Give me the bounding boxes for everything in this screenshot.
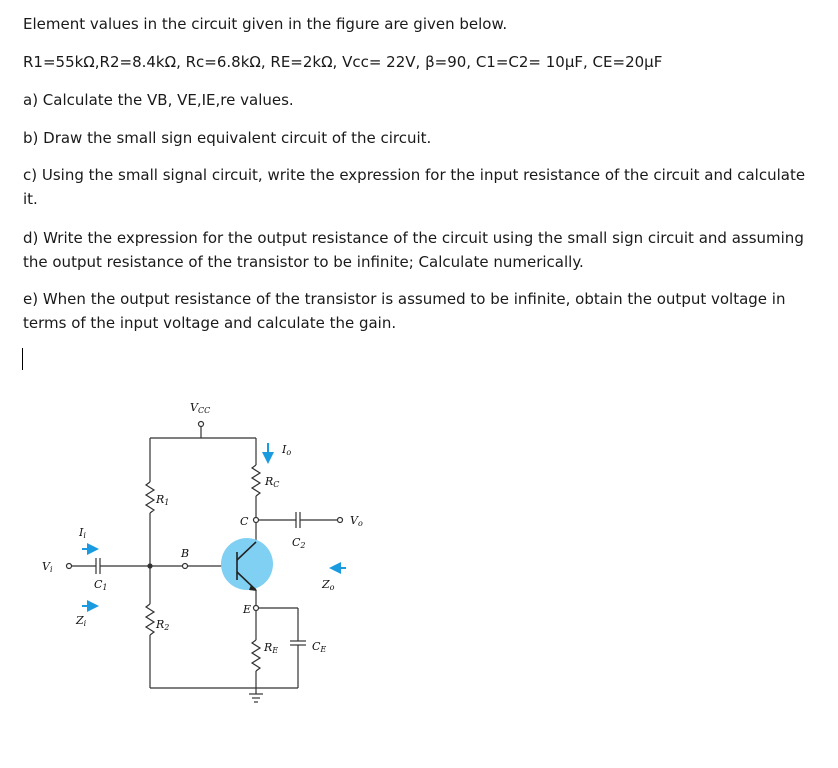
ground-symbol bbox=[249, 694, 263, 702]
intro-text: Element values in the circuit given in the figure are given below. bbox=[23, 15, 508, 33]
io-label: Io bbox=[282, 443, 292, 457]
rc-label: RC bbox=[265, 475, 280, 489]
re-label: RE bbox=[264, 641, 279, 655]
zo-label: Zo bbox=[322, 578, 335, 592]
base-node bbox=[183, 564, 188, 569]
vi-label: Vi bbox=[42, 560, 53, 574]
vi-terminal bbox=[67, 564, 72, 569]
question-d: d) Write the expression for the output resistance of the circuit using the small sign circuit and assuming the output resistance of the transistor to be infinite; Calculate numerically. bbox=[23, 229, 804, 271]
vo-terminal bbox=[338, 518, 343, 523]
zi-label: Zi bbox=[76, 614, 87, 628]
c1-label: C1 bbox=[94, 578, 108, 592]
vo-label: Vo bbox=[350, 514, 363, 528]
emitter-node bbox=[254, 606, 259, 611]
question-c: c) Using the small signal circuit, write the expression for the input resistance of the circuit and calculate it. bbox=[23, 166, 806, 208]
ii-label: Ii bbox=[79, 526, 86, 540]
c2-label: C2 bbox=[292, 536, 306, 550]
collector-label: C bbox=[240, 515, 249, 528]
vcc-terminal bbox=[199, 422, 204, 427]
r1-resistor bbox=[146, 482, 154, 513]
r2-resistor bbox=[146, 604, 154, 635]
rc-resistor bbox=[252, 465, 260, 496]
r2-label: R2 bbox=[156, 618, 170, 632]
component-values: R1=55kΩ,R2=8.4kΩ, Rc=6.8kΩ, RE=2kΩ, Vcc= 22V, β=90, C1=C2= 10μF, CE=20μF bbox=[23, 53, 663, 71]
question-a: a) Calculate the VB, VE,IE,re values. bbox=[23, 91, 294, 109]
question-b: b) Draw the small sign equivalent circuit of the circuit. bbox=[23, 129, 432, 147]
r1-label: R1 bbox=[156, 493, 170, 507]
collector-node bbox=[254, 518, 259, 523]
emitter-label: E bbox=[243, 603, 252, 616]
ce-label: CE bbox=[312, 640, 327, 654]
re-resistor bbox=[252, 640, 260, 671]
vcc-label: VCC bbox=[190, 401, 211, 415]
base-label: B bbox=[181, 547, 190, 560]
question-e: e) When the output resistance of the transistor is assumed to be infinite, obtain the output voltage in terms of the input voltage and calculate the gain. bbox=[23, 290, 786, 332]
